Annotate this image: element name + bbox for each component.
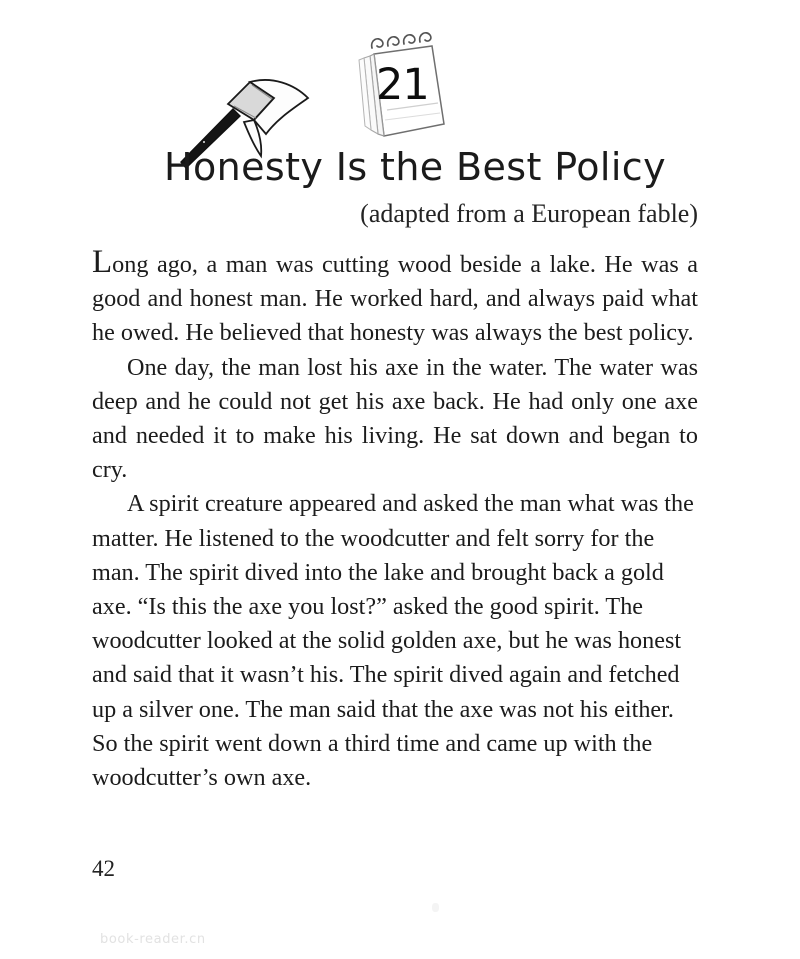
title-block: [92, 144, 698, 230]
page-subtitle: (adapted from a European fable): [360, 199, 698, 228]
chapter-number: 21: [376, 60, 429, 110]
paragraph-1: [92, 244, 698, 351]
watermark: book-reader.cn: [100, 932, 206, 947]
scan-artifact: [432, 903, 439, 912]
page-number: 42: [92, 856, 115, 881]
paragraph-2: One day, the man lost his axe in the water. The water was deep and he could not get his axe back. He had only one axe and needed it to make his living. He sat down and began to cry.: [92, 353, 698, 484]
drop-cap: L: [92, 244, 113, 280]
page-title: Honesty Is the Best Policy: [163, 145, 666, 189]
paragraph-1-text: ong ago, a man was cutting wood beside a lake. He was a good and honest man. He worked hard, and always paid what he owed. He believed that honesty was always the best policy.: [92, 251, 698, 347]
body-text: [92, 244, 698, 795]
chapter-header-illustration: [0, 0, 800, 160]
paragraph-3: A spirit creature appeared and asked the man what was the matter. He listened to the woodcutter and felt sorry for the man. The spirit dived into the lake and brought back a gold axe. “Is this the axe you lost?” asked the good spirit. The woodcutter looked at the solid golden axe, but he was honest and said that it wasn’t his. The spirit dived again and fetched up a silver one. The man said that the axe was not his either. So the spirit went down a third time and came up with the woodcutter’s own axe.: [92, 490, 694, 792]
